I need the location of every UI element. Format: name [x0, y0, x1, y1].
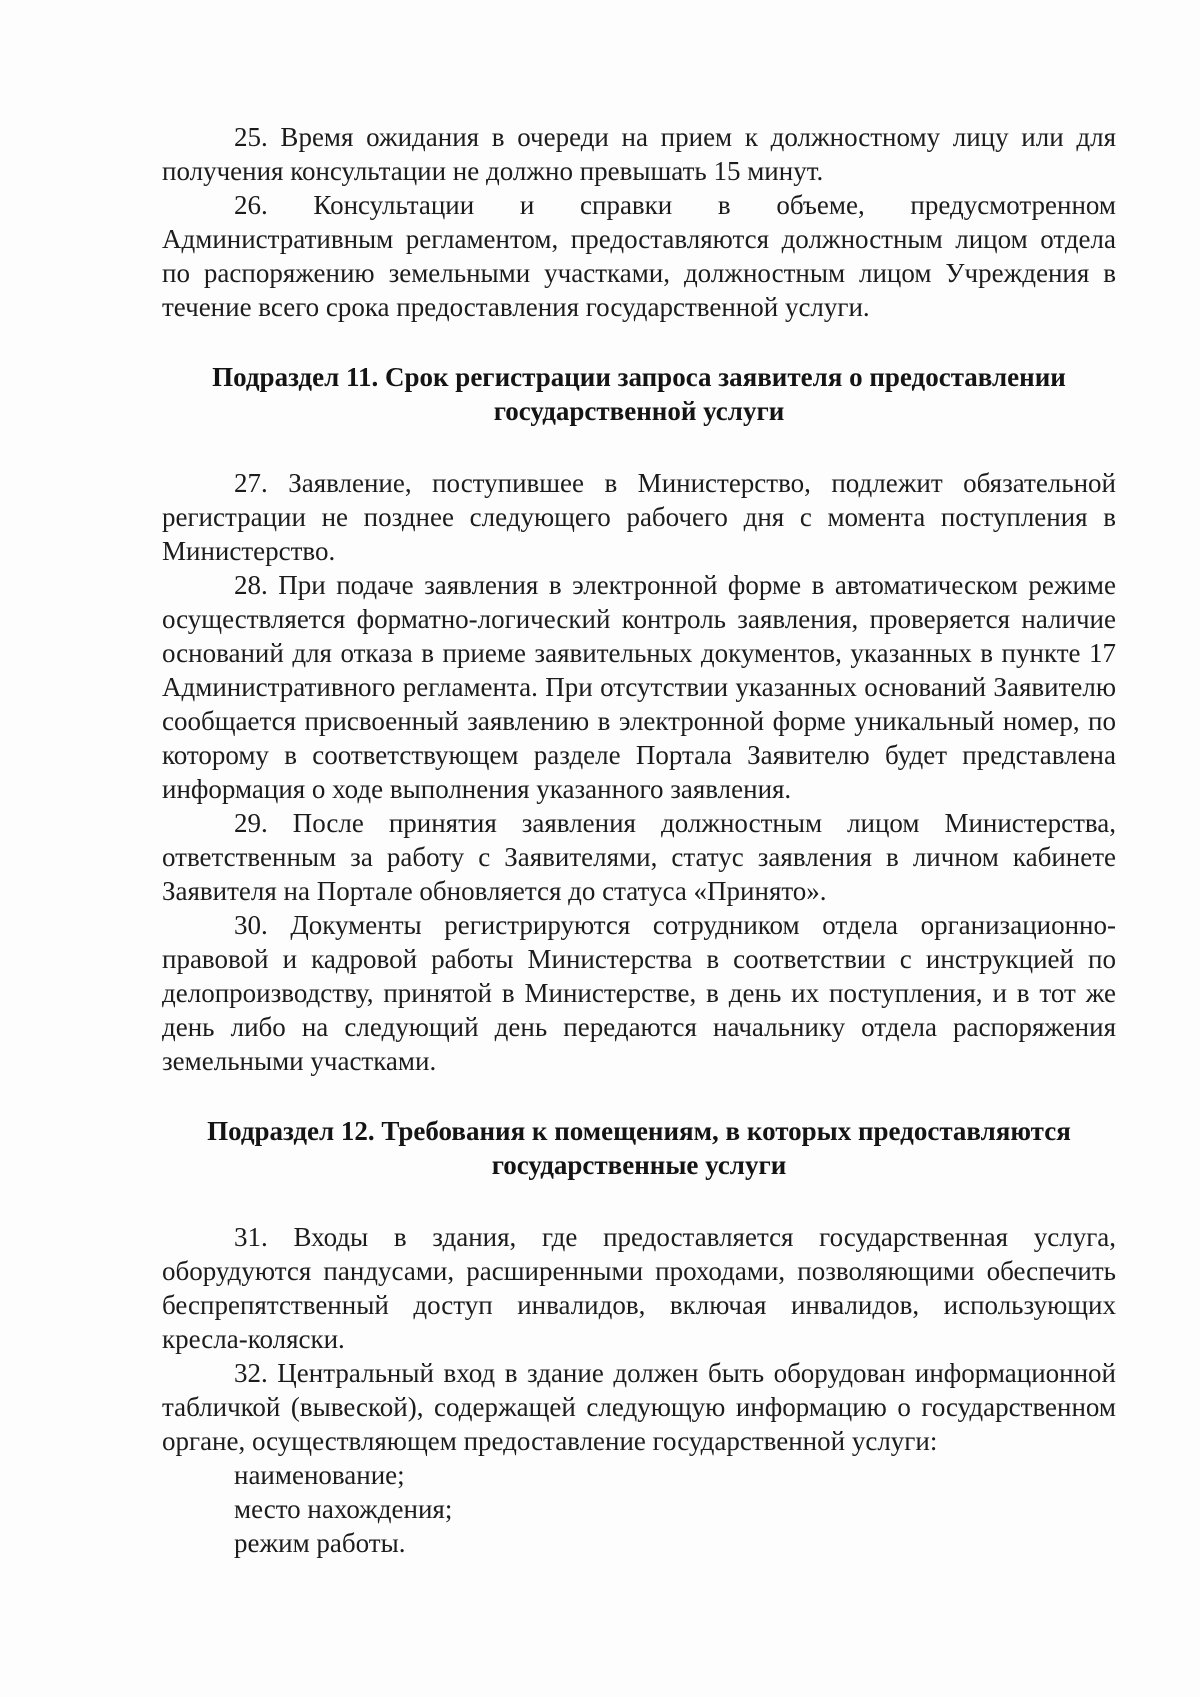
- list-item: место нахождения;: [234, 1494, 453, 1524]
- section-11-heading-line-2: государственной услуги: [493, 396, 785, 426]
- section-11-heading: [162, 360, 1116, 428]
- list-item: наименование;: [234, 1460, 405, 1490]
- paragraph-27: 27. Заявление, поступившее в Министерство, подлежит обязательной регистрации не позднее следующего рабочего дня с момента поступления в Министерство.: [162, 468, 1116, 566]
- section-11-heading-line-1: Подраздел 11. Срок регистрации запроса заявителя о предоставлении: [212, 362, 1066, 392]
- paragraph-32: 32. Центральный вход в здание должен быть оборудован информационной табличкой (вывеской), содержащей следующую информацию о государственном органе, осуществляющем предоставление государственной услуги:: [162, 1358, 1116, 1456]
- section-12-heading: [162, 1114, 1116, 1182]
- list-item: режим работы.: [234, 1528, 406, 1558]
- paragraph-26: 26. Консультации и справки в объеме, предусмотренном Административным регламентом, предоставляются должностным лицом отдела по распоряжению земельными участками, должностным лицом Учреждения в течение всего срока предоставления государственной услуги.: [162, 190, 1116, 322]
- section-12-heading-line-1: Подраздел 12. Требования к помещениям, в которых предоставляются: [207, 1116, 1071, 1146]
- section-12-heading-line-2: государственные услуги: [491, 1150, 787, 1180]
- paragraph-31: 31. Входы в здания, где предоставляется государственная услуга, оборудуются пандусами, расширенными проходами, позволяющими обеспечить беспрепятственный доступ инвалидов, включая инвалидов, использующих кресла-коляски.: [162, 1222, 1116, 1354]
- paragraph-25: 25. Время ожидания в очереди на прием к должностному лицу или для получения консультации не должно превышать 15 минут.: [162, 122, 1116, 186]
- document-body: [162, 120, 1116, 1560]
- paragraph-30: 30. Документы регистрируются сотрудником отдела организационно-правовой и кадровой работы Министерства в соответствии с инструкцией по делопроизводству, принятой в Министерстве, в день их поступления, и в тот же день либо на следующий день передаются начальнику отдела распоряжения земельными участками.: [162, 910, 1116, 1076]
- paragraph-28: 28. При подаче заявления в электронной форме в автоматическом режиме осуществляется форматно-логический контроль заявления, проверяется наличие оснований для отказа в приеме заявительных документов, указанных в пункте 17 Административного регламента. При отсутствии указанных оснований Заявителю сообщается присвоенный заявлению в электронной форме уникальный номер, по которому в соответствующем разделе Портала Заявителю будет представлена информация о ходе выполнения указанного заявления.: [162, 570, 1116, 804]
- paragraph-29: 29. После принятия заявления должностным лицом Министерства, ответственным за работу с Заявителями, статус заявления в личном кабинете Заявителя на Портале обновляется до статуса «Принято».: [162, 808, 1116, 906]
